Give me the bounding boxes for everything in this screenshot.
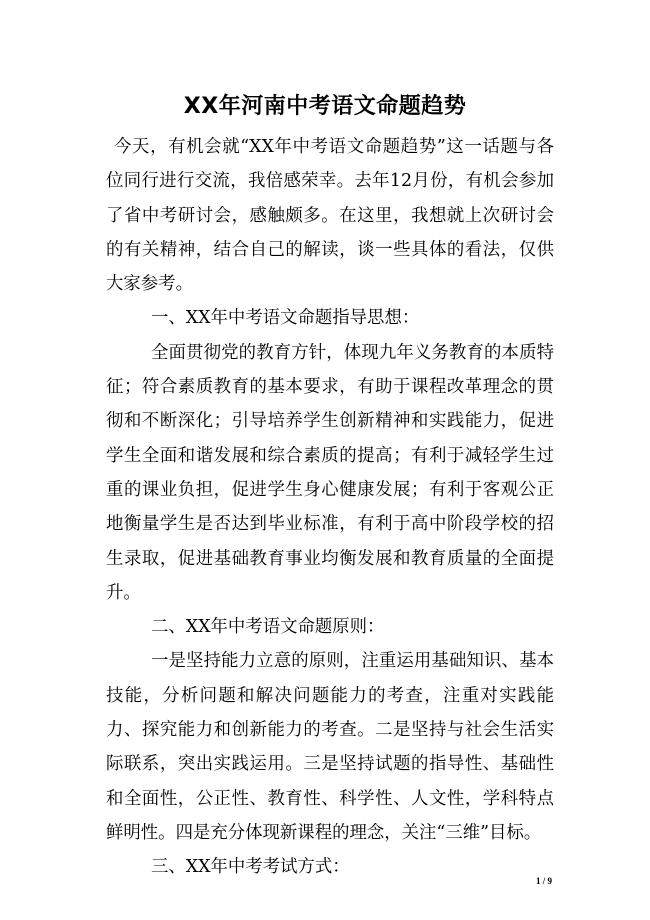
paragraph-guiding-ideology: 全面贯彻党的教育方针，体现九年义务教育的本质特征；符合素质教育的基本要求，有助于课程改革理念的贯彻和不断深化；引导培养学生创新精神和实践能力，促进学生全面和谐发展和综合素质的提高；有利于减轻学生过重的课业负担，促进学生身心健康发展；有利于客观公正地衡量学生是否达到毕业标准，有利于高中阶段学校的招生录取，促进基础教育事业均衡发展和教育质量的全面提升。 [106,342,554,603]
paragraph-intro: 今天，有机会就“XX年中考语文命题趋势”这一话题与各位同行进行交流，我倍感荣幸。去年12月份，有机会参加了省中考研讨会，感触颇多。在这里，我想就上次研讨会的有关精神，结合自己的解读，谈一些具体的看法，仅供大家参考。 [106,137,554,295]
paragraph-principles: 一是坚持能力立意的原则，注重运用基础知识、基本技能，分析问题和解决问题能力的考查，注重对实践能力、探究能力和创新能力的考查。二是坚持与社会生活实际联系，突出实践运用。三是坚持试题的指导性、基础性和全面性，公正性、教育性、科学性、人文性，学科特点鲜明性。四是充分体现新课程的理念，关注“三维”目标。 [106,651,554,843]
document-title: XX年河南中考语文命题趋势 [183,94,467,119]
heading-section-2: 二、XX年中考语文命题原则： [151,617,385,638]
page-number: 1 / 9 [535,876,552,886]
heading-section-3: 三、XX年中考考试方式： [151,857,350,878]
document-body [106,130,554,885]
heading-section-1: 一、XX年中考语文命题指导思想： [151,308,420,329]
